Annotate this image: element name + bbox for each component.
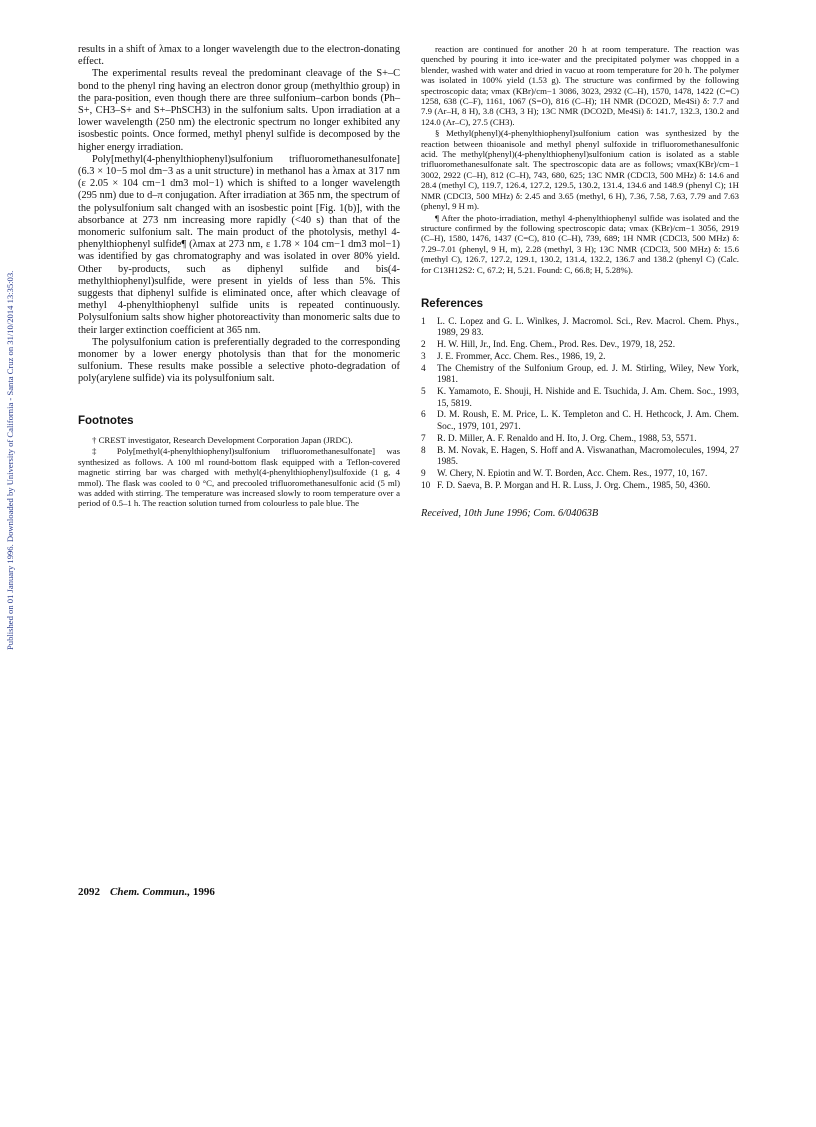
- reference-number: 8: [421, 445, 426, 456]
- reference-item: [421, 434, 739, 445]
- download-watermark: [2, 200, 18, 720]
- right-column: [421, 44, 739, 520]
- reference-item: [421, 317, 739, 340]
- reference-number: 9: [421, 468, 426, 479]
- reference-item: [421, 446, 739, 469]
- footnote-continuation: reaction are continued for another 20 h at room temperature. The reaction was quenched by pouring it into ice-water and the precipitated polymer was chopped in a blender, washed with water and dried in vacuo at room temperature for 20 h. The polymer was isolated in 100% yield (1.53 g). The structure was confirmed by the following spectroscopic data; νmax (KBr)/cm−1 3086, 3023, 2932 (C–H), 1570, 1478, 1422 (C=C) 1258, 638 (C–F), 1161, 1067 (S=O), 816 (C–H); 1H NMR (DCO2D, Me4Si) δ: 7.7 and 7.9 (Ar–H, 8 H), 3.8 (CH3, 3 H); 13C NMR (DCO2D, Me4Si) δ: 141.7, 132.3, 130.2 and 124.0 (Ar–C), 27.5 (CH3).: [421, 44, 739, 127]
- reference-item: [421, 410, 739, 433]
- reference-number: 3: [421, 352, 426, 363]
- reference-number: 2: [421, 340, 426, 351]
- reference-number: 5: [421, 387, 426, 398]
- reference-text: K. Yamamoto, E. Shouji, H. Nishide and E. Tsuchida, J. Am. Chem. Soc., 1993, 15, 5819.: [437, 387, 739, 409]
- references-heading: References: [421, 297, 484, 310]
- reference-number: 10: [421, 480, 431, 491]
- footnote: § Methyl(phenyl)(4-phenylthiophenyl)sulfonium cation was synthesized by the reaction between thioanisole and methyl phenyl sulfoxide in trifluoromethanesulfonic acid. The methyl(phenyl)(4-phenylthiophenyl)sulfonium cation is isolated as a stable trifluoromethanesulfonate salt. The spectroscopic data are as follows; νmax(KBr)/cm−1 3002, 2922 (C–H), 812 (C–H), 743, 680, 625; 13C NMR (CDCl3, 500 MHz) δ: 14.6 and 28.4 (methyl C), 119.7, 126.4, 127.2, 129.5, 130.2, 131.4, 134.6 and 148.9 (phenyl C); 1H NMR (CDCl3, 500 MHz) δ: 2.45 and 3.65 (methyl, 6 H), 7.36, 7.58, 7.63, 7.79 and 7.63 (phenyl, 9 H m).: [421, 128, 739, 212]
- page-footer: [78, 886, 215, 898]
- reference-text: J. E. Frommer, Acc. Chem. Res., 1986, 19, 2.: [437, 352, 606, 363]
- footnote: ‡ Poly[methyl(4-phenylthiophenyl)sulfonium trifluoromethanesulfonate] was synthesized as follows. A 100 ml round-bottom flask equipped with a Teflon-covered magnetic stirring bar was charged with methyl(4-phenylthiophenyl)sulfoxide (1 g, 4 mmol). The flask was cooled to 0 °C, and precooled trifluoromethanesulfonic acid (5 ml) was added with stirring. The temperature was increased slowly to room temperature over a period of 0.5–1 h. The reaction solution turned from colourless to pale blue. The: [78, 446, 400, 509]
- page-number: 2092: [78, 886, 100, 898]
- footnote: ¶ After the photo-irradiation, methyl 4-phenylthiophenyl sulfide was isolated and the structure confirmed by the following spectroscopic data; νmax (KBr)/cm−1 3056, 2919 (C–H), 1580, 1476, 1437 (C=C), 810 (C–H), 739, 689; 1H NMR (CDCl3, 500 MHz) δ: 7.29–7.01 (phenyl, 9 H, m), 2.28 (methyl, 3 H); 13C NMR (CDCl3, 500 MHz) δ: 15.6 (methyl C), 126.7, 127.2, 129.1, 130.2, 131.4, 132.2, 136.7 and 138.2 (phenyl C) (Calc. for C13H12S2: C, 67.2; H, 5.21. Found: C, 66.8; H, 5.28%).: [421, 212, 739, 275]
- left-column: [78, 44, 400, 509]
- journal-name: Chem. Commun.,: [110, 886, 191, 898]
- received-date: Received, 10th June 1996; Com. 6/04063B: [421, 507, 599, 519]
- reference-number: 1: [421, 317, 426, 328]
- reference-text: H. W. Hill, Jr., Ind. Eng. Chem., Prod. Res. Dev., 1979, 18, 252.: [437, 340, 676, 351]
- reference-text: R. D. Miller, A. F. Renaldo and H. Ito, J. Org. Chem., 1988, 53, 5571.: [437, 433, 697, 444]
- reference-item: [421, 387, 739, 410]
- reference-number: 6: [421, 410, 426, 421]
- reference-text: F. D. Saeva, B. P. Morgan and H. R. Luss, J. Org. Chem., 1985, 50, 4360.: [437, 480, 711, 491]
- reference-item: [421, 340, 739, 351]
- footnotes-heading: Footnotes: [78, 414, 134, 427]
- reference-number: 4: [421, 364, 426, 375]
- journal-year: 1996: [192, 886, 215, 898]
- reference-item: [421, 481, 739, 492]
- reference-text: B. M. Novak, E. Hagen, S. Hoff and A. Viswanathan, Macromolecules, 1994, 27 1985.: [437, 445, 739, 467]
- body-paragraph: Poly[methyl(4-phenylthiophenyl)sulfonium trifluoromethanesulfonate] (6.3 × 10−5 mol dm−3 as a unit structure) in methanol has a λmax at 317 nm (ε 2.05 × 104 cm−1 dm3 mol−1) which is shifted to a longer wavelength (295 nm) due to d–π conjugation. After irradiation at 365 nm, the spectrum of the polysulfonium salt changed with an isosbestic point [Fig. 1(b)], with the absorbance at 273 nm increasing more rapidly (<40 s) than that of the monomeric sulfonium salt. The main product of the photolysis, methyl 4-phenylthiophenyl sulfide¶ (λmax at 273 nm, ε 1.78 × 104 cm−1 dm3 mol−1) was identified by gas chromatography and was isolated in over 80% yield. Other by-products, such as diphenyl sulfide and bis(4-methylthiophenyl)sulfide, were present in yields of less than 5%. This suggests that diphenyl sulfide is eliminated once, after which cleavage of methyl 4-phenylthiophenyl sulfide units is repeated continuously. Polysulfonium salts show higher photoreactivity than monomeric salts due to their larger extinction coefficient at 365 nm.: [78, 153, 400, 336]
- reference-text: The Chemistry of the Sulfonium Group, ed. J. M. Stirling, Wiley, New York, 1981.: [437, 364, 739, 386]
- reference-item: [421, 352, 739, 363]
- body-paragraph: results in a shift of λmax to a longer wavelength due to the electron-donating effect.: [78, 44, 400, 68]
- reference-text: L. C. Lopez and G. L. Winlkes, J. Macromol. Sci., Rev. Macrol. Chem. Phys., 1989, 29 83.: [437, 317, 739, 339]
- footnote: † CREST investigator, Research Development Corporation Japan (JRDC).: [92, 434, 353, 445]
- references-list: [421, 317, 739, 492]
- reference-item: [421, 364, 739, 387]
- body-paragraph: The polysulfonium cation is preferentially degraded to the corresponding monomer by a lower energy photolysis than that for the monomeric sulfonium. These results make possible a selective photo-degradation of poly(arylene sulfide) via its polysulfonium salt.: [78, 336, 400, 385]
- reference-text: D. M. Roush, E. M. Price, L. K. Templeton and C. H. Hethcock, J. Am. Chem. Soc., 1979, 101, 2971.: [437, 410, 739, 432]
- reference-text: W. Chery, N. Epiotin and W. T. Borden, Acc. Chem. Res., 1977, 10, 167.: [437, 468, 708, 479]
- body-paragraph: The experimental results reveal the predominant cleavage of the S+–C bond to the phenyl ring having an electron donor group (methylthio group) in the para-position, even though there are three sulfonium–carbon bonds (Ph–S+, CH3–S+ and S+–PhSCH3) in the sulfonium salts. Upon irradiation at a lower wavelength (250 nm) the electronic spectrum no longer exhibited any isosbestic points. Once formed, methyl phenyl sulfide is decomposed by the higher energy irradiation.: [78, 68, 400, 153]
- reference-number: 7: [421, 433, 426, 444]
- reference-item: [421, 469, 739, 480]
- download-watermark-text: Published on 01 January 1996. Downloaded by University of California - Santa Cruz on 31/10/2014 13:35:03.: [5, 270, 15, 650]
